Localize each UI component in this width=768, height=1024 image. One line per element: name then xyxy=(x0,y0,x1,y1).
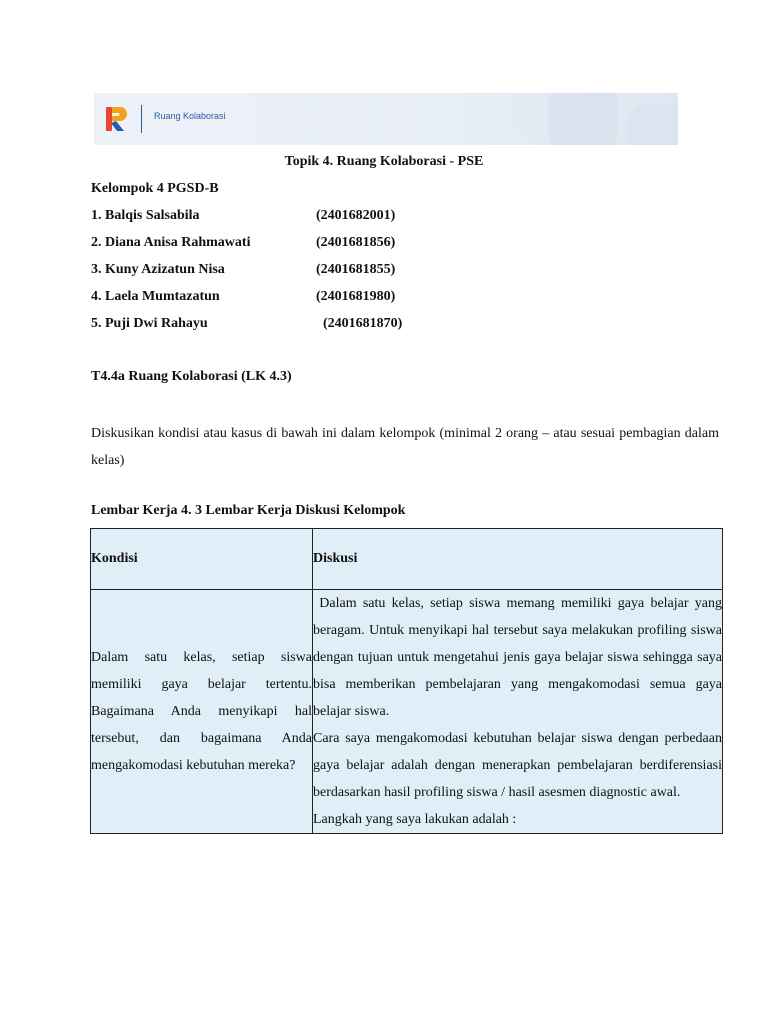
logo-text: Ruang Kolaborasi xyxy=(154,111,226,121)
diskusi-paragraph: Langkah yang saya lakukan adalah : xyxy=(313,812,517,827)
diskusi-cell xyxy=(313,590,726,834)
banner-decoration xyxy=(548,93,618,145)
ruang-kolaborasi-logo-icon xyxy=(106,105,130,133)
banner-decoration xyxy=(628,103,678,145)
member-id: (2401682001) xyxy=(316,208,396,223)
member-name: 5. Puji Dwi Rahayu xyxy=(91,316,208,331)
worksheet-table xyxy=(90,528,726,834)
member-name: 3. Kuny Azizatun Nisa xyxy=(91,262,225,277)
header-banner xyxy=(94,93,678,145)
table-row xyxy=(91,590,723,834)
diskusi-paragraph: Cara saya mengakomodasi kebutuhan belajar siswa dengan perbedaan gaya belajar adalah dengan menerapkan pembelajaran berdiferensiasi berdasarkan hasil profiling siswa / hasil asesmen diagnostic awal. xyxy=(313,731,722,800)
worksheet-title: Lembar Kerja 4. 3 Lembar Kerja Diskusi Kelompok xyxy=(91,503,406,518)
instruction-paragraph: Diskusikan kondisi atau kasus di bawah ini dalam kelompok (minimal 2 orang – atau sesuai pembagian dalam kelas) xyxy=(91,426,719,468)
table-header-row xyxy=(91,529,723,590)
member-id: (2401681856) xyxy=(316,235,396,250)
logo-divider xyxy=(141,105,142,133)
member-name: 4. Laela Mumtazatun xyxy=(91,289,220,304)
section-heading: T4.4a Ruang Kolaborasi (LK 4.3) xyxy=(91,369,292,384)
table-header-diskusi: Diskusi xyxy=(313,529,723,590)
table-header-kondisi: Kondisi xyxy=(91,529,313,590)
member-name: 1. Balqis Salsabila xyxy=(91,208,200,223)
member-id: (2401681855) xyxy=(316,262,396,277)
member-id: (2401681870) xyxy=(323,316,403,331)
kondisi-cell: Dalam satu kelas, setiap siswa memiliki gaya belajar tertentu. Bagaimana Anda menyikapi hal tersebut, dan bagaimana Anda mengakomodasi kebutuhan mereka? xyxy=(91,590,313,834)
group-name: Kelompok 4 PGSD-B xyxy=(91,181,219,196)
document-title: Topik 4. Ruang Kolaborasi - PSE xyxy=(284,154,484,169)
diskusi-paragraph: Dalam satu kelas, setiap siswa memang memiliki gaya belajar yang beragam. Untuk menyikapi hal tersebut saya melakukan profiling siswa dengan tujuan untuk mengetahui jenis gaya belajar siswa sehingga saya bisa memberikan pembelajaran yang mengakomodasi semua gaya belajar siswa. xyxy=(313,596,726,719)
member-id: (2401681980) xyxy=(316,289,396,304)
member-name: 2. Diana Anisa Rahmawati xyxy=(91,235,251,250)
